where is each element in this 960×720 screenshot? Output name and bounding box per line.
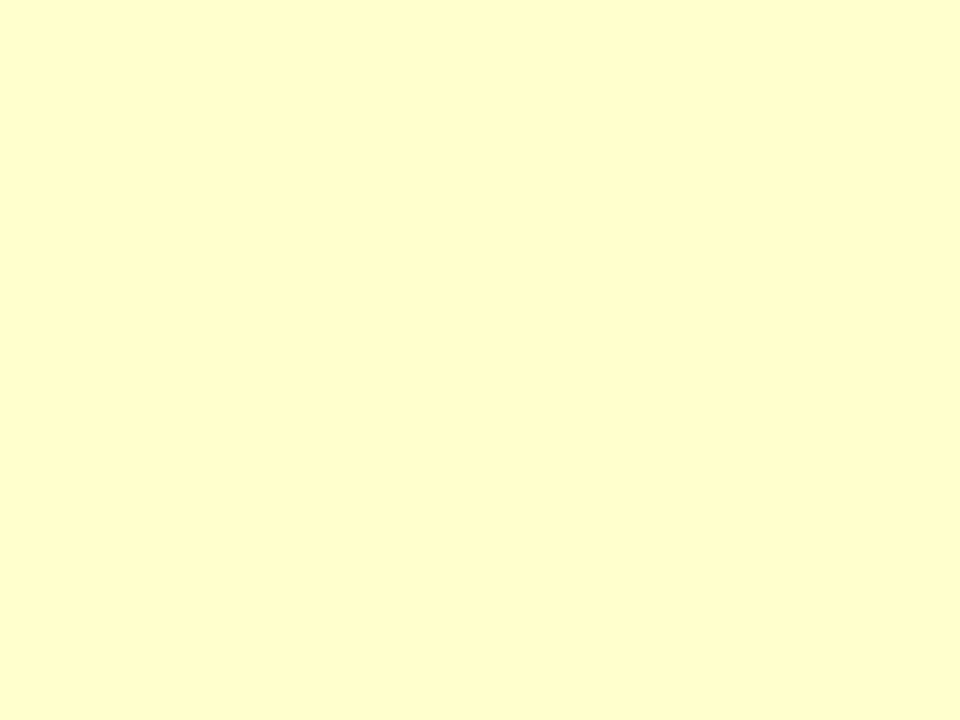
bottom-decoration-band [0, 712, 960, 720]
top-decoration-band [0, 8, 960, 44]
quad-circle-icon [80, 218, 94, 232]
slide-content [80, 206, 880, 214]
